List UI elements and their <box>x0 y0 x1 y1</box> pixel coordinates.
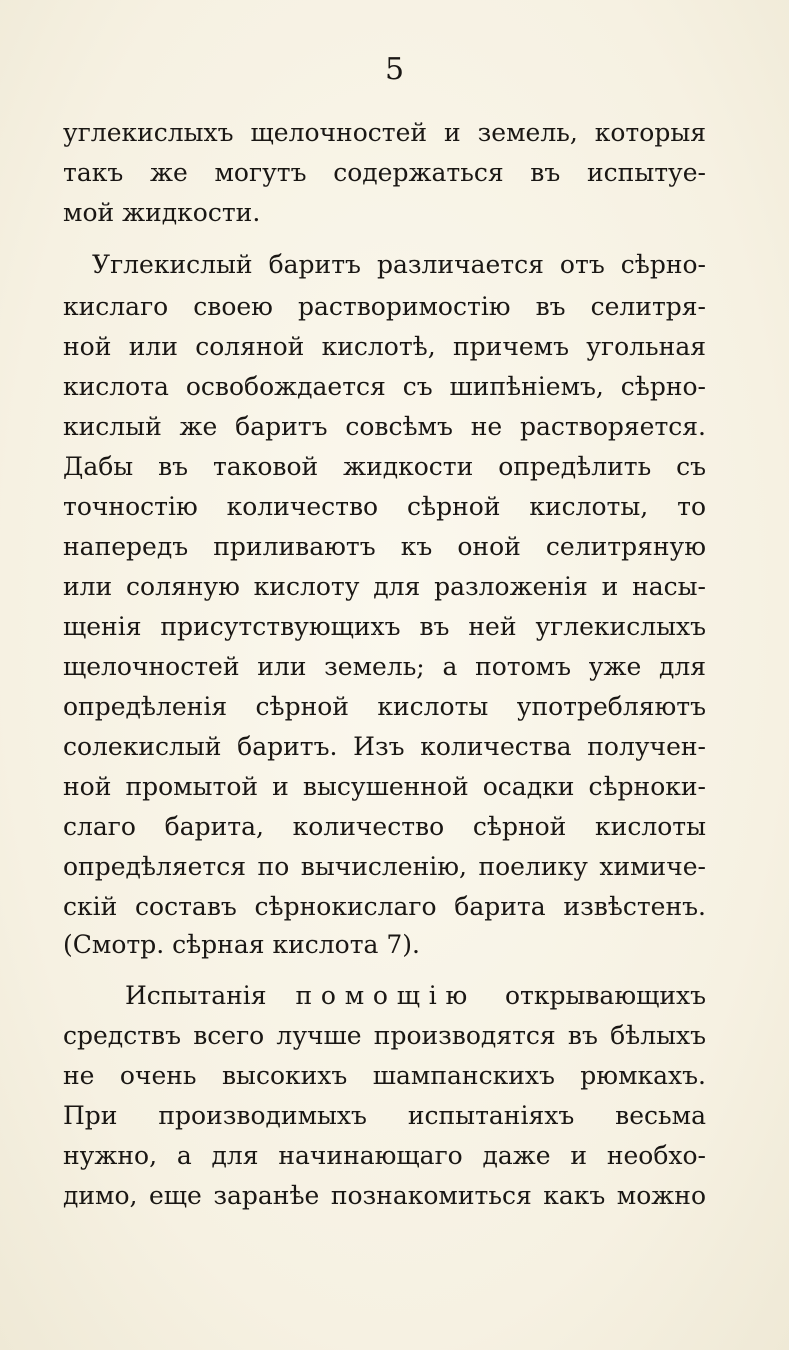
text-line: щелочностей или земель; а потомъ уже для <box>63 652 706 681</box>
text-line: средствъ всего лучше производятся въ бѣлыхъ <box>63 1021 706 1050</box>
text-line: опредѣленія сѣрной кислоты употребляютъ <box>63 692 706 721</box>
text-line: кислаго своею растворимостію въ селитря- <box>63 292 706 321</box>
text-line: димо, еще заранѣе познакомиться какъ можно <box>63 1181 706 1210</box>
text-line: слаго барита, количество сѣрной кислоты <box>63 812 706 841</box>
text-word-spaced: помощію <box>295 981 476 1010</box>
text-line: Углекислый баритъ различается отъ сѣрно- <box>92 250 706 279</box>
text-line: ной или соляной кислотѣ, причемъ угольная <box>63 332 706 361</box>
text-line: кислота освобождается съ шипѣніемъ, сѣрно- <box>63 372 706 401</box>
text-line: щенія присутствующихъ въ ней углекислыхъ <box>63 612 706 641</box>
text-line: скій составъ сѣрнокислаго барита извѣстенъ. <box>63 892 706 921</box>
text-word: открывающихъ <box>504 981 706 1010</box>
text-line: При производимыхъ испытаніяхъ весьма <box>63 1101 706 1130</box>
text-line: мой жидкости. <box>63 198 261 227</box>
text-line: опредѣляется по вычисленію, поелику химиче- <box>63 852 706 881</box>
text-word: Испытанія <box>125 981 267 1010</box>
text-line: точностію количество сѣрной кислоты, то <box>63 492 706 521</box>
text-line: Дабы въ таковой жидкости опредѣлить съ <box>63 452 706 481</box>
text-line: углекислыхъ щелочностей и земель, которыя <box>63 118 706 147</box>
text-line-first <box>125 976 706 1016</box>
text-line: (Смотр. сѣрная кислота 7). <box>63 930 420 959</box>
text-line: ной промытой и высушенной осадки сѣрноки- <box>63 772 706 801</box>
text-line: нужно, а для начинающаго даже и необхо- <box>63 1141 706 1170</box>
text-line: напередъ приливаютъ къ оной селитряную <box>63 532 706 561</box>
text-line: или соляную кислоту для разложенія и насы- <box>63 572 706 601</box>
text-line: такъ же могутъ содержаться въ испытуе- <box>63 158 706 187</box>
page-number: 5 <box>384 52 405 87</box>
text-line: не очень высокихъ шампанскихъ рюмкахъ. <box>63 1061 706 1090</box>
text-line: кислый же баритъ совсѣмъ не растворяется. <box>63 412 706 441</box>
text-line: солекислый баритъ. Изъ количества получен- <box>63 732 706 761</box>
